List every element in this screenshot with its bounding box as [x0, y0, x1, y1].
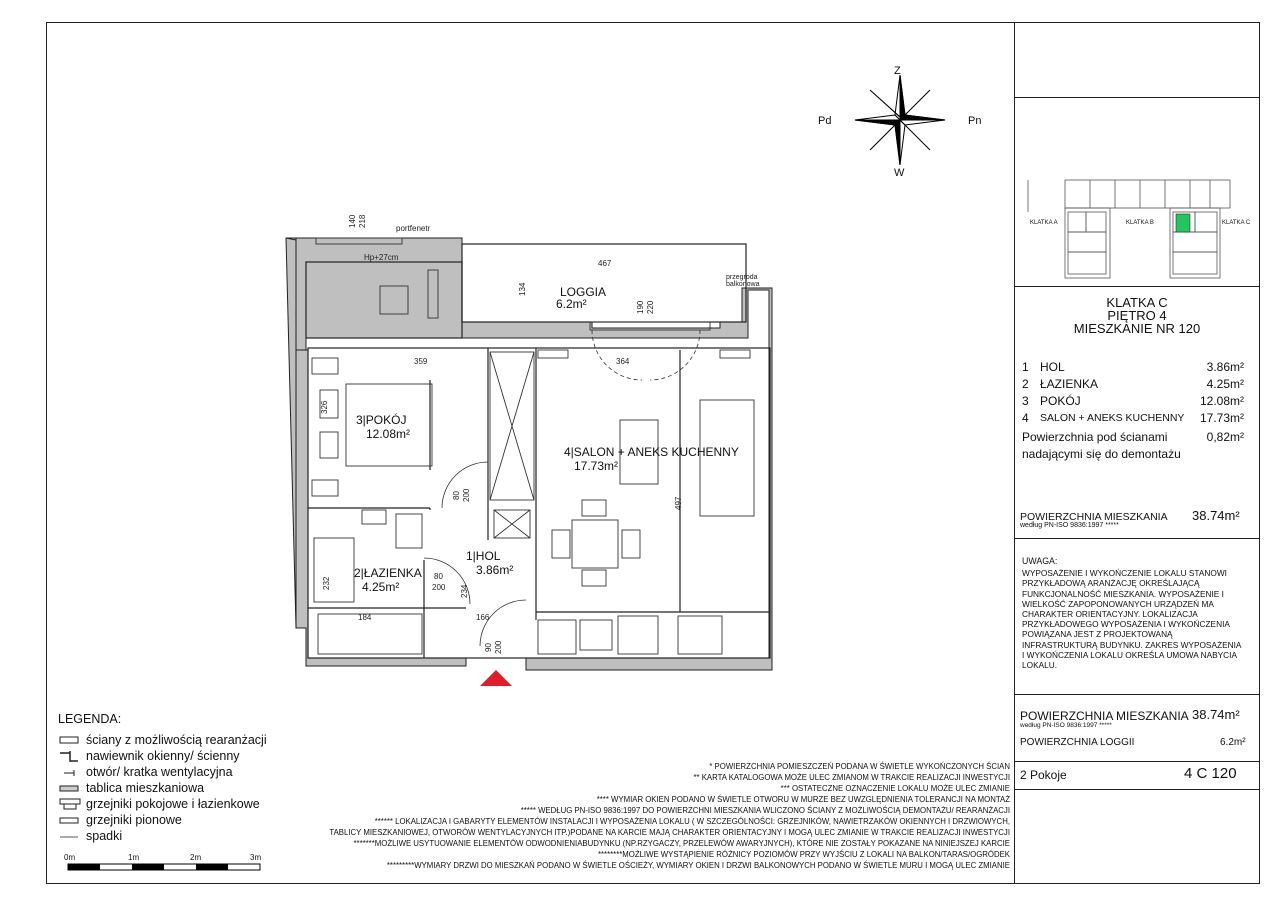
walls-note-label: Powierzchnia pod ścianami	[1022, 429, 1168, 444]
legend-label: tablica mieszkaniowa	[86, 781, 205, 795]
uwaga-line: CHARAKTER ORIENTACYJNY. LOKALIZACJA	[1022, 609, 1198, 620]
walls-note-row	[1022, 445, 1244, 462]
room-number: 2	[1022, 376, 1029, 391]
key-plan-drawing	[1020, 172, 1254, 282]
room-name: SALON + ANEKS KUCHENNY	[1040, 411, 1185, 424]
loggia-area-label: POWIERZCHNIA LOGGII	[1020, 737, 1135, 748]
footnote: *** OSTATECZNE OZNACZENIE LOKALU MOŻE ULEC ZMIANIE	[780, 784, 1010, 793]
rearrangeable-wall-icon	[58, 733, 86, 747]
dim-90: 90	[484, 643, 493, 652]
dim-80b: 80	[434, 572, 443, 581]
dim-220: 220	[646, 300, 655, 314]
divider	[1014, 97, 1260, 98]
radiator-icon	[58, 797, 86, 811]
portfenetr-label: portfenetr	[396, 224, 431, 233]
scale-3m: 3m	[250, 853, 262, 862]
keyplan-klatka-a: KLATKA A	[1030, 220, 1058, 226]
salon-area: 17.73m²	[574, 459, 619, 473]
room-name: POKÓJ	[1040, 393, 1081, 408]
divider	[1014, 538, 1260, 539]
footnote: **** WYMIAR OKIEN PODANO W ŚWIETLE OTWORU W MURZE BEZ UWZGLĘDNIENIA TOLERANCJI NA MONTAŻ	[596, 795, 1010, 804]
scale-0m: 0m	[64, 853, 76, 862]
uwaga-line: POWIĄZANA JEST Z PROJEKTOWANĄ	[1022, 629, 1173, 640]
room-area: 12.08m²	[1199, 393, 1244, 408]
uwaga-head: UWAGA:	[1022, 556, 1058, 566]
room-row	[1022, 358, 1244, 375]
legend-item	[58, 780, 267, 796]
dim-232: 232	[322, 576, 331, 590]
hol-label: 1|HOL	[466, 549, 501, 563]
dim-467: 467	[598, 259, 612, 268]
title-pietro: PIĘTRO 4	[1107, 308, 1167, 323]
legend-label: otwór/ kratka wentylacyjna	[86, 765, 233, 779]
loggia-area: 6.2m²	[556, 297, 587, 311]
summary-area-sub: według PN-ISO 9836:1997 *****	[1020, 522, 1119, 529]
air-inlet-icon	[58, 749, 86, 763]
legend-item	[58, 828, 267, 844]
pokoj-area: 12.08m²	[366, 427, 411, 441]
dim-200c: 200	[494, 640, 503, 654]
legend-title: LEGENDA:	[58, 712, 122, 726]
room-row	[1022, 392, 1244, 409]
salon-label: 4|SALON + ANEKS KUCHENNY	[564, 445, 739, 459]
keyplan-klatka-b: KLATKA B	[1126, 220, 1154, 226]
legend-label: spadki	[86, 829, 123, 843]
footnote: * POWIERZCHNIA POMIESZCZEŃ PODANA W ŚWIETLE WYKOŃCZONYCH ŚCIAN	[709, 762, 1010, 771]
footer-code: 4 C 120	[1184, 765, 1237, 782]
uwaga-line: PRZYKŁADOWEGO WYPOSAŻENIA I WYKOŃCZENIA	[1022, 619, 1230, 630]
room-area: 4.25m²	[1206, 376, 1244, 391]
footnote: *******MOŻLIWE USYTUOWANIE ELEMENTÓW ODWODNIENIABUDYNKU (NP.RZYGACZY, PRZELEWÓW AWARYJNYCH), KTÓRE NIE ZOSTAŁY POKAZANE NA NINIEJSZEJ KARCIE	[353, 839, 1010, 848]
dim-140: 140	[348, 214, 357, 228]
footnote: TABLICY MIESZKANIOWEJ, OTWORÓW WENTYLACYJNYCH ITP.)PODANE NA KARCIE MAJĄ CHARAKTER ORIENTACYJNY I MOGĄ ULEC ZMIANIE W TRAKCIE REALIZACJI INWESTYCJI	[329, 828, 1010, 837]
loggia-label: LOGGIA	[560, 285, 607, 299]
pokoj-label: 3|POKÓJ	[356, 413, 407, 427]
legend-label: nawiewnik okienny/ ścienny	[86, 749, 240, 763]
vent-opening-icon	[58, 765, 86, 779]
room-number: 4	[1022, 410, 1029, 425]
uwaga-line: WYPOSAŻENIE I WYKOŃCZENIE LOKALU STANOWI	[1022, 568, 1227, 579]
legend-item	[58, 812, 267, 828]
footnote: ** KARTA KATALOGOWA MOŻE ULEC ZMIANOM W TRAKCIE REALIZACJI INWESTYCJI	[693, 773, 1010, 782]
dim-134: 134	[518, 282, 527, 296]
slope-icon	[58, 829, 86, 843]
highlighted-unit	[1176, 214, 1190, 232]
apartment-title	[1014, 296, 1260, 335]
summary-area-value: 38.74m²	[1192, 508, 1240, 523]
room-row	[1022, 375, 1244, 392]
walls-note-area: 0,82m²	[1206, 429, 1244, 444]
vertical-radiator-icon	[58, 813, 86, 827]
lazienka-label: 2|ŁAZIENKA	[354, 566, 422, 580]
compass-north-label: Z	[894, 65, 901, 77]
dim-190: 190	[636, 300, 645, 314]
hol-area: 3.86m²	[476, 563, 514, 577]
dim-166: 166	[476, 613, 490, 622]
uwaga-line: PRZYKŁADOWĄ ARANŻACJĘ OKREŚLAJĄCĄ	[1022, 578, 1200, 589]
summary2-area-label: POWIERZCHNIA MIESZKANIA	[1020, 709, 1189, 723]
dim-364: 364	[616, 357, 630, 366]
keyplan-klatka-c: KLATKA C	[1222, 220, 1251, 226]
compass-south-label: W	[894, 167, 905, 179]
dim-184: 184	[358, 613, 372, 622]
divider	[1014, 789, 1260, 790]
title-klatka: KLATKA C	[1106, 295, 1168, 310]
legend-item	[58, 796, 267, 812]
scale-bar-graphic	[66, 862, 266, 874]
room-row	[1022, 409, 1244, 426]
summary2-area-sub: według PN-ISO 9836:1997 *****	[1020, 722, 1112, 729]
dim-218: 218	[358, 214, 367, 228]
dim-200a: 200	[462, 488, 471, 502]
uwaga-line: I WYKOŃCZENIA LOKALU OKREŚLA UMOWA NABYCIA	[1022, 649, 1238, 660]
hp-label: Hp+27cm	[364, 253, 399, 262]
uwaga-line: FUNKCJONALNOŚĆ MIESZKANIA. WYPOSAŻENIE I	[1022, 588, 1224, 599]
compass-west-label: Pd	[818, 115, 832, 127]
dim-80a: 80	[452, 491, 461, 500]
footnote: *********WYMIARY DRZWI DO MIESZKAŃ PODANO W ŚWIETLE OŚCIEŻY, WYMIARY OKIEN I DRZWI BALKONOWYCH PODANO W ŚWIETLE MURU I MOGĄ ULEC ZMIANIE	[386, 861, 1010, 870]
dim-359: 359	[414, 357, 428, 366]
walls-note-row	[1022, 428, 1244, 445]
lazienka-area: 4.25m²	[362, 580, 400, 594]
apartment-panel-icon	[58, 781, 86, 795]
uwaga-line: LOKALU.	[1022, 660, 1058, 671]
przegroda-label: przegroda balkonowa	[726, 274, 760, 288]
legend-item	[58, 732, 267, 748]
footnote: ********MOŻLIWE WYSTĄPIENIE RÓŻNICY POZIOMÓW PRZY WYJŚCIU Z LOKALI NA BALKON/TARAS/OGRÓDEK	[597, 850, 1010, 859]
walls-note-label2: nadającymi się do demontażu	[1022, 446, 1181, 461]
summary2-area-value: 38.74m²	[1192, 707, 1240, 722]
dim-497: 497	[674, 496, 683, 510]
uwaga-line: INFRASTRUKTURĄ BUDYNKU. ZAKRES WYPOSAŻENIA	[1022, 639, 1242, 650]
dim-326: 326	[320, 400, 329, 414]
dim-200b: 200	[432, 583, 446, 592]
legend-label: ściany z możliwością rearanżacji	[86, 733, 267, 747]
divider	[1014, 286, 1260, 287]
legend-item	[58, 764, 267, 780]
scale-1m: 1m	[128, 853, 140, 862]
legend-item	[58, 748, 267, 764]
room-area: 3.86m²	[1206, 359, 1244, 374]
footnote: ***** WEDŁUG PN-ISO 9836:1997 DO POWIERZCHNI MIESZKANIA WLICZONO ŚCIANY Z MOŻLIWOŚCIĄ DEMONTAŻU/ REARANŻACJI	[520, 806, 1010, 815]
room-area: 17.73m²	[1199, 410, 1244, 425]
room-name: ŁAZIENKA	[1040, 376, 1099, 391]
dim-234: 234	[460, 584, 469, 598]
title-mieszkanie: MIESZKANIE NR 120	[1073, 321, 1201, 336]
scale-2m: 2m	[190, 853, 202, 862]
loggia-area-value: 6.2m²	[1220, 737, 1246, 748]
room-table	[1022, 358, 1244, 462]
entrance-arrow-icon	[480, 670, 512, 686]
room-number: 3	[1022, 393, 1029, 408]
room-name: HOL	[1040, 359, 1065, 374]
summary-area-label: POWIERZCHNIA MIESZKANIA	[1020, 511, 1168, 523]
legend	[58, 712, 267, 844]
compass-east-label: Pn	[968, 115, 982, 127]
room-number: 1	[1022, 359, 1029, 374]
divider	[1014, 694, 1260, 695]
footnotes	[310, 761, 1010, 871]
divider	[1014, 761, 1260, 762]
footnote: ****** LOKALIZACJA I GABARYTY ELEMENTÓW INSTALACJI I WYPOSAŻENIA LOKALU ( W SZCZEGÓLNOŚCI: GRZEJNIKÓW, NAWIETRZAKÓW OKIENNYCH I DRZWIOWYCH,	[374, 817, 1010, 826]
uwaga-line: WIELKOŚĆ ZAPOPONOWANYCH URZĄDZEŃ MA	[1022, 598, 1214, 609]
uwaga-note	[1022, 556, 1252, 670]
footer-rooms: 2 Pokoje	[1020, 768, 1067, 782]
legend-label: grzejniki pionowe	[86, 813, 182, 827]
legend-label: grzejniki pokojowe i łazienkowe	[86, 797, 260, 811]
